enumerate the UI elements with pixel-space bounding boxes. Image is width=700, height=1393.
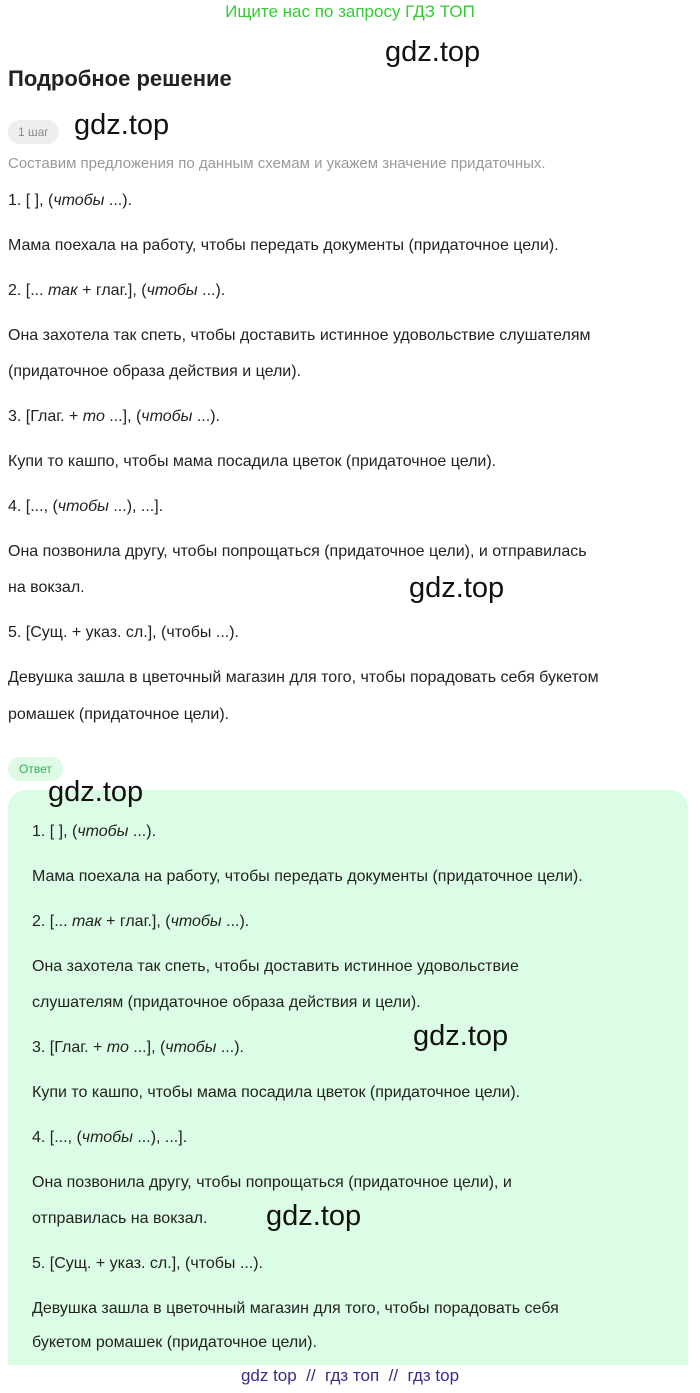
watermark: gdz.top xyxy=(409,572,505,604)
answer-scheme-2: 2. [... так + глаг.], (чтобы ...). xyxy=(32,913,250,930)
answer-scheme-1: 1. [ ], (чтобы ...). xyxy=(32,823,157,840)
watermark: gdz.top xyxy=(266,1200,362,1232)
answer-sentence-3: Купи то кашпо, чтобы мама посадила цветок (придаточное цели). xyxy=(32,1084,521,1101)
answer-sentence-2-line-2: слушателям (придаточное образа действия и цели). xyxy=(32,994,421,1011)
sentence-5-line-2: ромашек (придаточное цели). xyxy=(8,706,230,723)
scheme-4: 4. [..., (чтобы ...), ...]. xyxy=(8,498,164,515)
watermark: gdz.top xyxy=(385,36,481,68)
scheme-2: 2. [... так + глаг.], (чтобы ...). xyxy=(8,282,226,299)
sentence-4-line-2: на вокзал. xyxy=(8,579,85,596)
answer-sentence-4-line-2: отправилась на вокзал. xyxy=(32,1210,208,1227)
answer-scheme-4: 4. [..., (чтобы ...), ...]. xyxy=(32,1129,188,1146)
answer-sentence-2-line-1: Она захотела так спеть, чтобы доставить истинное удовольствие xyxy=(32,958,519,975)
scheme-3: 3. [Глаг. + то ...], (чтобы ...). xyxy=(8,408,220,425)
sentence-2-line-2: (придаточное образа действия и цели). xyxy=(8,363,302,380)
sentence-3: Купи то кашпо, чтобы мама посадила цветок (придаточное цели). xyxy=(8,453,497,470)
sentence-2-line-1: Она захотела так спеть, чтобы доставить истинное удовольствие слушателям xyxy=(8,327,591,344)
sentence-4-line-1: Она позвонила другу, чтобы попрощаться (придаточное цели), и отправилась xyxy=(8,543,587,560)
scheme-1: 1. [ ], (чтобы ...). xyxy=(8,192,133,209)
sentence-1: Мама поехала на работу, чтобы передать документы (придаточное цели). xyxy=(8,237,559,254)
intro-text: Составим предложения по данным схемам и укажем значение придаточных. xyxy=(8,155,546,172)
watermark: gdz.top xyxy=(48,776,144,808)
page-title: Подробное решение xyxy=(8,66,232,91)
answer-sentence-5-line-1: Девушка зашла в цветочный магазин для того, чтобы порадовать себя xyxy=(32,1300,559,1317)
search-hint-banner: Ищите нас по запросу ГДЗ ТОП xyxy=(225,2,475,21)
answer-scheme-3: 3. [Глаг. + то ...], (чтобы ...). xyxy=(32,1039,244,1056)
step-badge: 1 шаг xyxy=(8,120,59,144)
footer-links: gdz top // гдз топ // гдз top xyxy=(240,1366,460,1385)
answer-sentence-4-line-1: Она позвонила другу, чтобы попрощаться (придаточное цели), и xyxy=(32,1174,512,1191)
answer-sentence-1: Мама поехала на работу, чтобы передать документы (придаточное цели). xyxy=(32,868,583,885)
answer-scheme-5: 5. [Сущ. + указ. сл.], (чтобы ...). xyxy=(32,1255,263,1272)
scheme-5: 5. [Сущ. + указ. сл.], (чтобы ...). xyxy=(8,624,239,641)
answer-sentence-5-line-2: букетом ромашек (придаточное цели). xyxy=(32,1334,317,1351)
sentence-5-line-1: Девушка зашла в цветочный магазин для того, чтобы порадовать себя букетом xyxy=(8,669,599,686)
answer-badge: Ответ xyxy=(8,757,63,781)
watermark: gdz.top xyxy=(413,1020,509,1052)
watermark: gdz.top xyxy=(74,109,170,141)
